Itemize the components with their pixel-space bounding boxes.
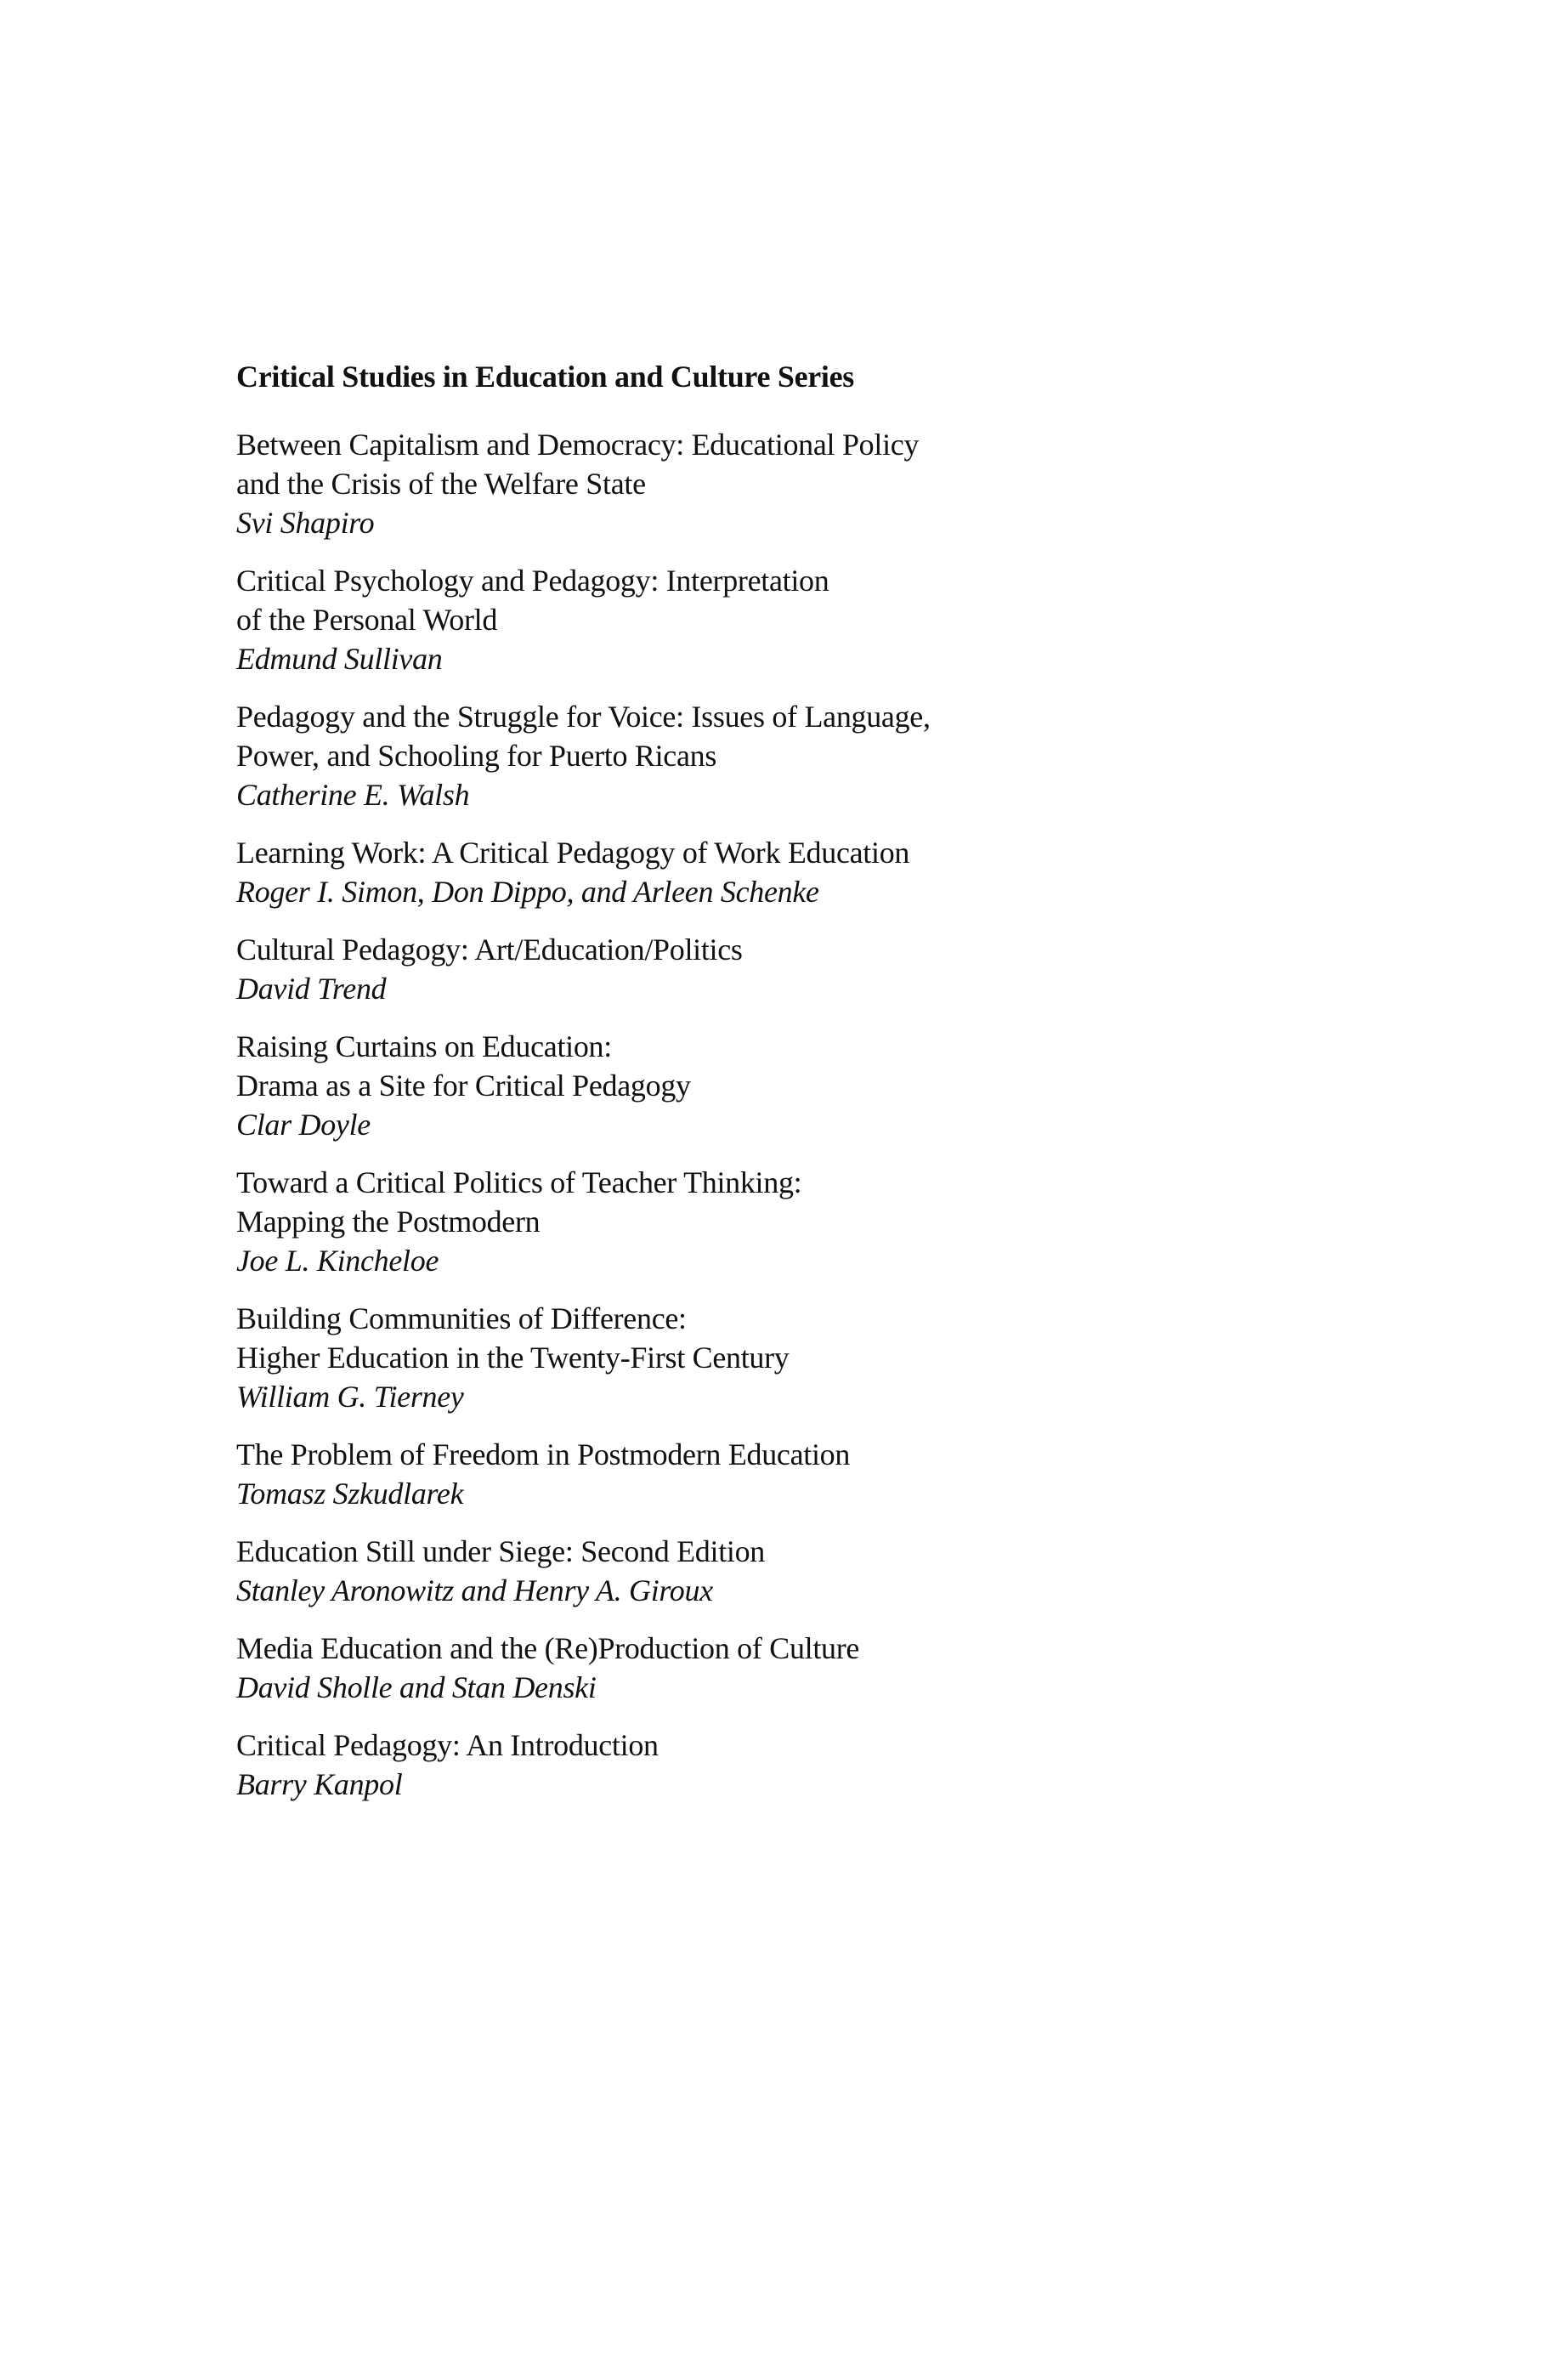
book-title-line: Higher Education in the Twenty-First Century xyxy=(236,1341,790,1375)
book-title-line: Cultural Pedagogy: Art/Education/Politics xyxy=(236,933,743,967)
book-author: Clar Doyle xyxy=(236,1108,371,1142)
book-title-line: Building Communities of Difference: xyxy=(236,1301,687,1335)
book-title-line: Drama as a Site for Critical Pedagogy xyxy=(236,1069,691,1103)
book-author: Stanley Aronowitz and Henry A. Giroux xyxy=(236,1573,713,1607)
book-author: David Trend xyxy=(236,972,387,1006)
book-title-line: Power, and Schooling for Puerto Ricans xyxy=(236,739,717,773)
book-title-line: Critical Pedagogy: An Introduction xyxy=(236,1728,659,1762)
book-entry xyxy=(236,425,1341,542)
book-title-line: Learning Work: A Critical Pedagogy of Work Education xyxy=(236,836,910,870)
book-title-line: of the Personal World xyxy=(236,603,498,637)
book-title-line: Raising Curtains on Education: xyxy=(236,1029,612,1063)
book-title-line: Education Still under Siege: Second Edition xyxy=(236,1534,766,1568)
book-entry xyxy=(236,930,1341,1008)
book-author: Catherine E. Walsh xyxy=(236,778,470,812)
book-title-line: and the Crisis of the Welfare State xyxy=(236,467,646,501)
book-entry xyxy=(236,1726,1341,1804)
book-title-line: The Problem of Freedom in Postmodern Education xyxy=(236,1437,851,1471)
series-list-content xyxy=(236,355,1341,1823)
book-author: Tomasz Szkudlarek xyxy=(236,1477,464,1511)
book-title-line: Pedagogy and the Struggle for Voice: Issues of Language, xyxy=(236,700,931,734)
book-entry xyxy=(236,1299,1341,1416)
book-entry xyxy=(236,1629,1341,1707)
book-title-line: Between Capitalism and Democracy: Educational Policy xyxy=(236,428,920,462)
book-title-line: Media Education and the (Re)Production of Culture xyxy=(236,1631,860,1665)
book-entry xyxy=(236,1435,1341,1513)
book-title-line: Mapping the Postmodern xyxy=(236,1205,541,1239)
book-title-line: Toward a Critical Politics of Teacher Thinking: xyxy=(236,1165,802,1199)
book-entry xyxy=(236,697,1341,814)
book-entry xyxy=(236,1532,1341,1610)
book-author: Barry Kanpol xyxy=(236,1767,403,1801)
book-author: Joe L. Kincheloe xyxy=(236,1244,439,1278)
book-entry xyxy=(236,833,1341,911)
book-entry xyxy=(236,1027,1341,1144)
book-author: Svi Shapiro xyxy=(236,506,375,540)
book-entry xyxy=(236,561,1341,678)
book-author: William G. Tierney xyxy=(236,1380,464,1414)
book-title-line: Critical Psychology and Pedagogy: Interpretation xyxy=(236,564,829,598)
book-author: Roger I. Simon, Don Dippo, and Arleen Schenke xyxy=(236,875,819,909)
book-author: Edmund Sullivan xyxy=(236,642,443,676)
series-title: Critical Studies in Education and Culture Series xyxy=(236,360,855,394)
book-entry xyxy=(236,1163,1341,1280)
book-author: David Sholle and Stan Denski xyxy=(236,1670,597,1704)
